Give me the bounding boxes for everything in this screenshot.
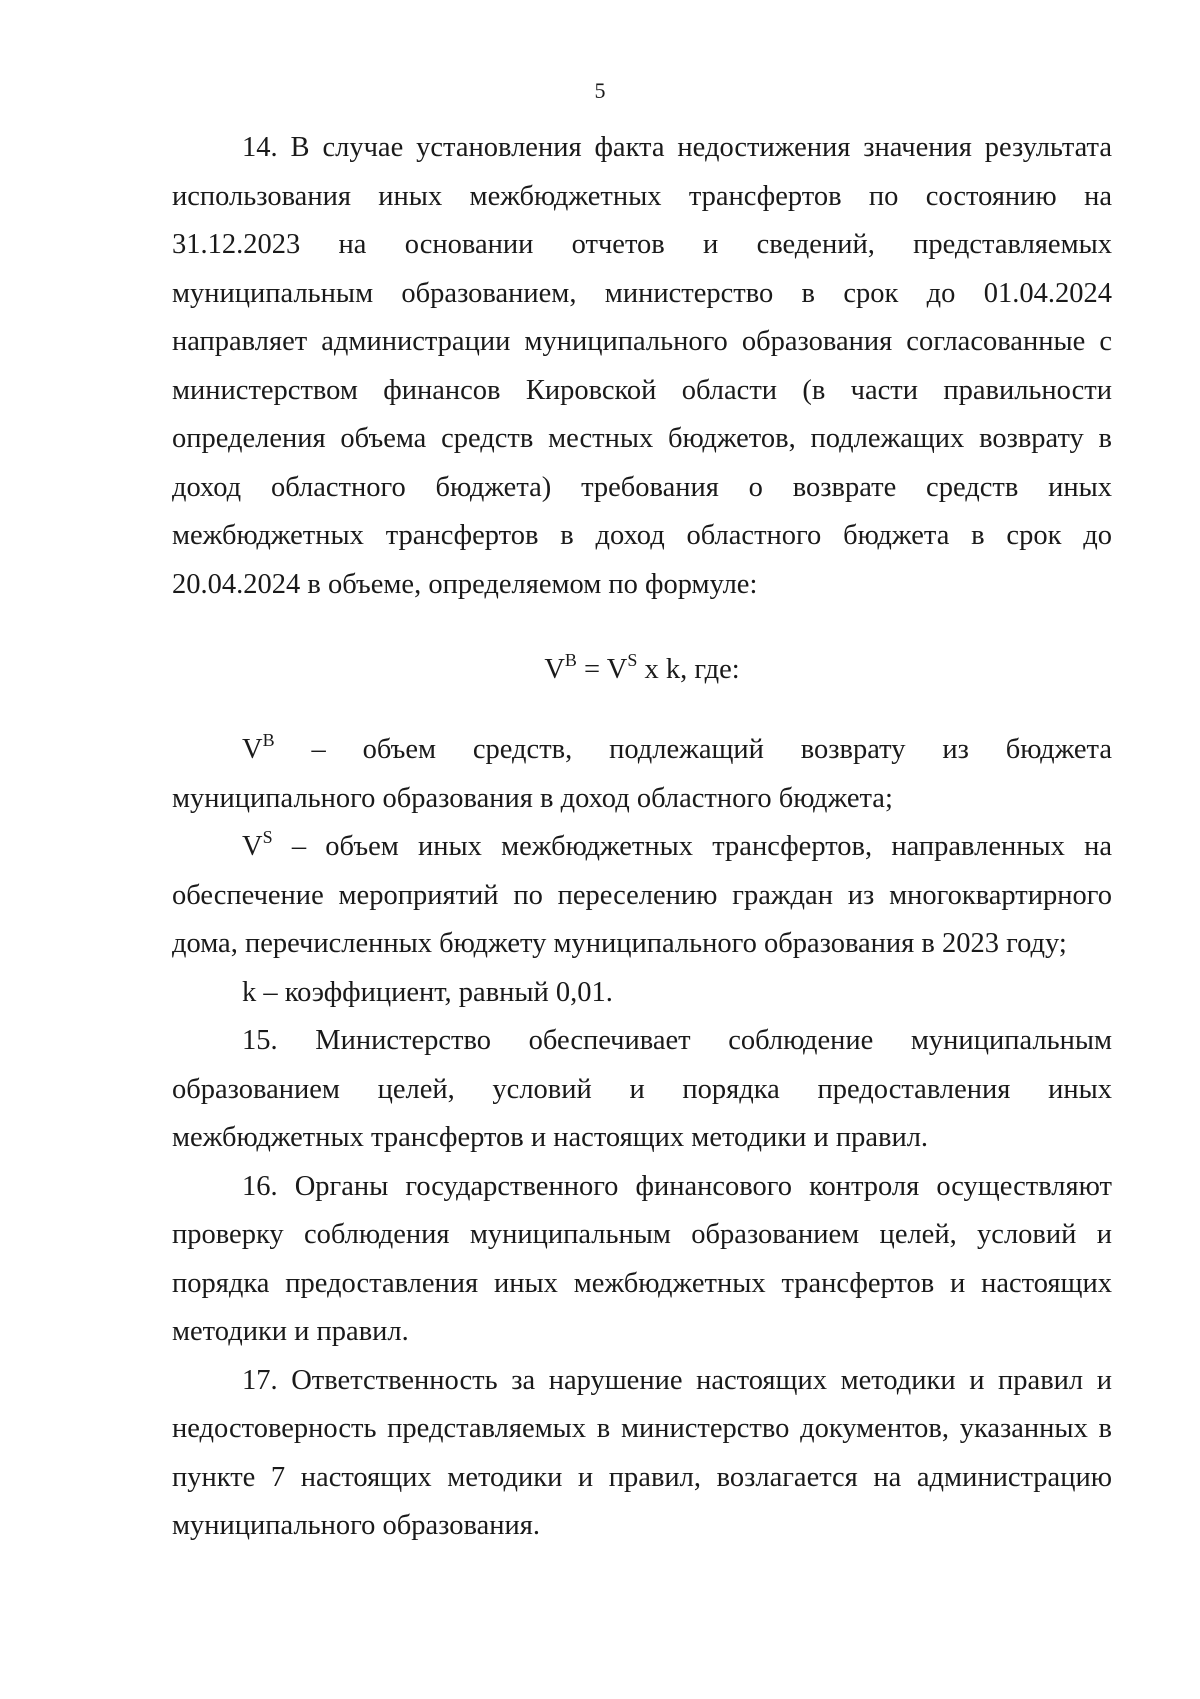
definition-vb <box>172 726 1112 823</box>
vs-text: – объем иных межбюджетных трансфертов, направленных на обеспечение мероприятий по переселению граждан из многоквартирного дома, перечисленных бюджету муниципального образования в 2023 году; <box>172 831 1112 959</box>
section-14 <box>172 124 1112 609</box>
vb-base: V <box>242 734 263 765</box>
paragraph-14: 14. В случае установления факта недостижения значения результата использования иных межбюджетных трансфертов по состоянию на 31.12.2023 на основании отчетов и сведений, представляемых муниципальным образованием, министерство в срок до 01.04.2024 направляет администрации муниципального образования согласованные с министерством финансов Кировской области (в части правильности определения объема средств местных бюджетов, подлежащих возврату в доход областного бюджета) требования о возврате средств иных межбюджетных трансфертов в доход областного бюджета в срок до 20.04.2024 в объеме, определяемом по формуле: <box>172 132 1112 600</box>
formula-rhs-sup: S <box>627 650 638 670</box>
paragraph-16: 16. Органы государственного финансового контроля осуществляют проверку соблюдения муниципальным образованием целей, условий и порядка предоставления иных межбюджетных трансфертов и настоящих методики и правил. <box>172 1170 1112 1347</box>
definition-vs <box>172 823 1112 969</box>
formula-lhs-sup: B <box>564 650 577 670</box>
paragraph-15: 15. Министерство обеспечивает соблюдение муниципальным образованием целей, условий и порядка предоставления иных межбюджетных трансфертов и настоящих методики и правил. <box>172 1025 1112 1153</box>
definitions-and-sections <box>172 726 1112 1551</box>
formula-lhs-base: V <box>544 654 565 685</box>
vb-sup: B <box>262 730 275 750</box>
formula-rest: x k, где: <box>637 654 740 685</box>
paragraph-17: 17. Ответственность за нарушение настоящих методики и правил и недостоверность представляемых в министерство документов, указанных в пункте 7 настоящих методики и правил, возлагается на администрацию муниципального образования. <box>172 1364 1112 1541</box>
vs-base: V <box>242 831 263 862</box>
formula-rhs-base: V <box>606 654 628 685</box>
formula-block <box>172 646 1112 694</box>
page-number: 5 <box>594 78 606 103</box>
definition-k: k – коэффициент, равный 0,01. <box>242 976 613 1008</box>
formula <box>172 646 1112 694</box>
vb-text: – объем средств, подлежащий возврату из бюджета муниципального образования в доход областного бюджета; <box>172 734 1112 814</box>
formula-equals: = <box>576 654 607 685</box>
vs-sup: S <box>262 827 273 847</box>
